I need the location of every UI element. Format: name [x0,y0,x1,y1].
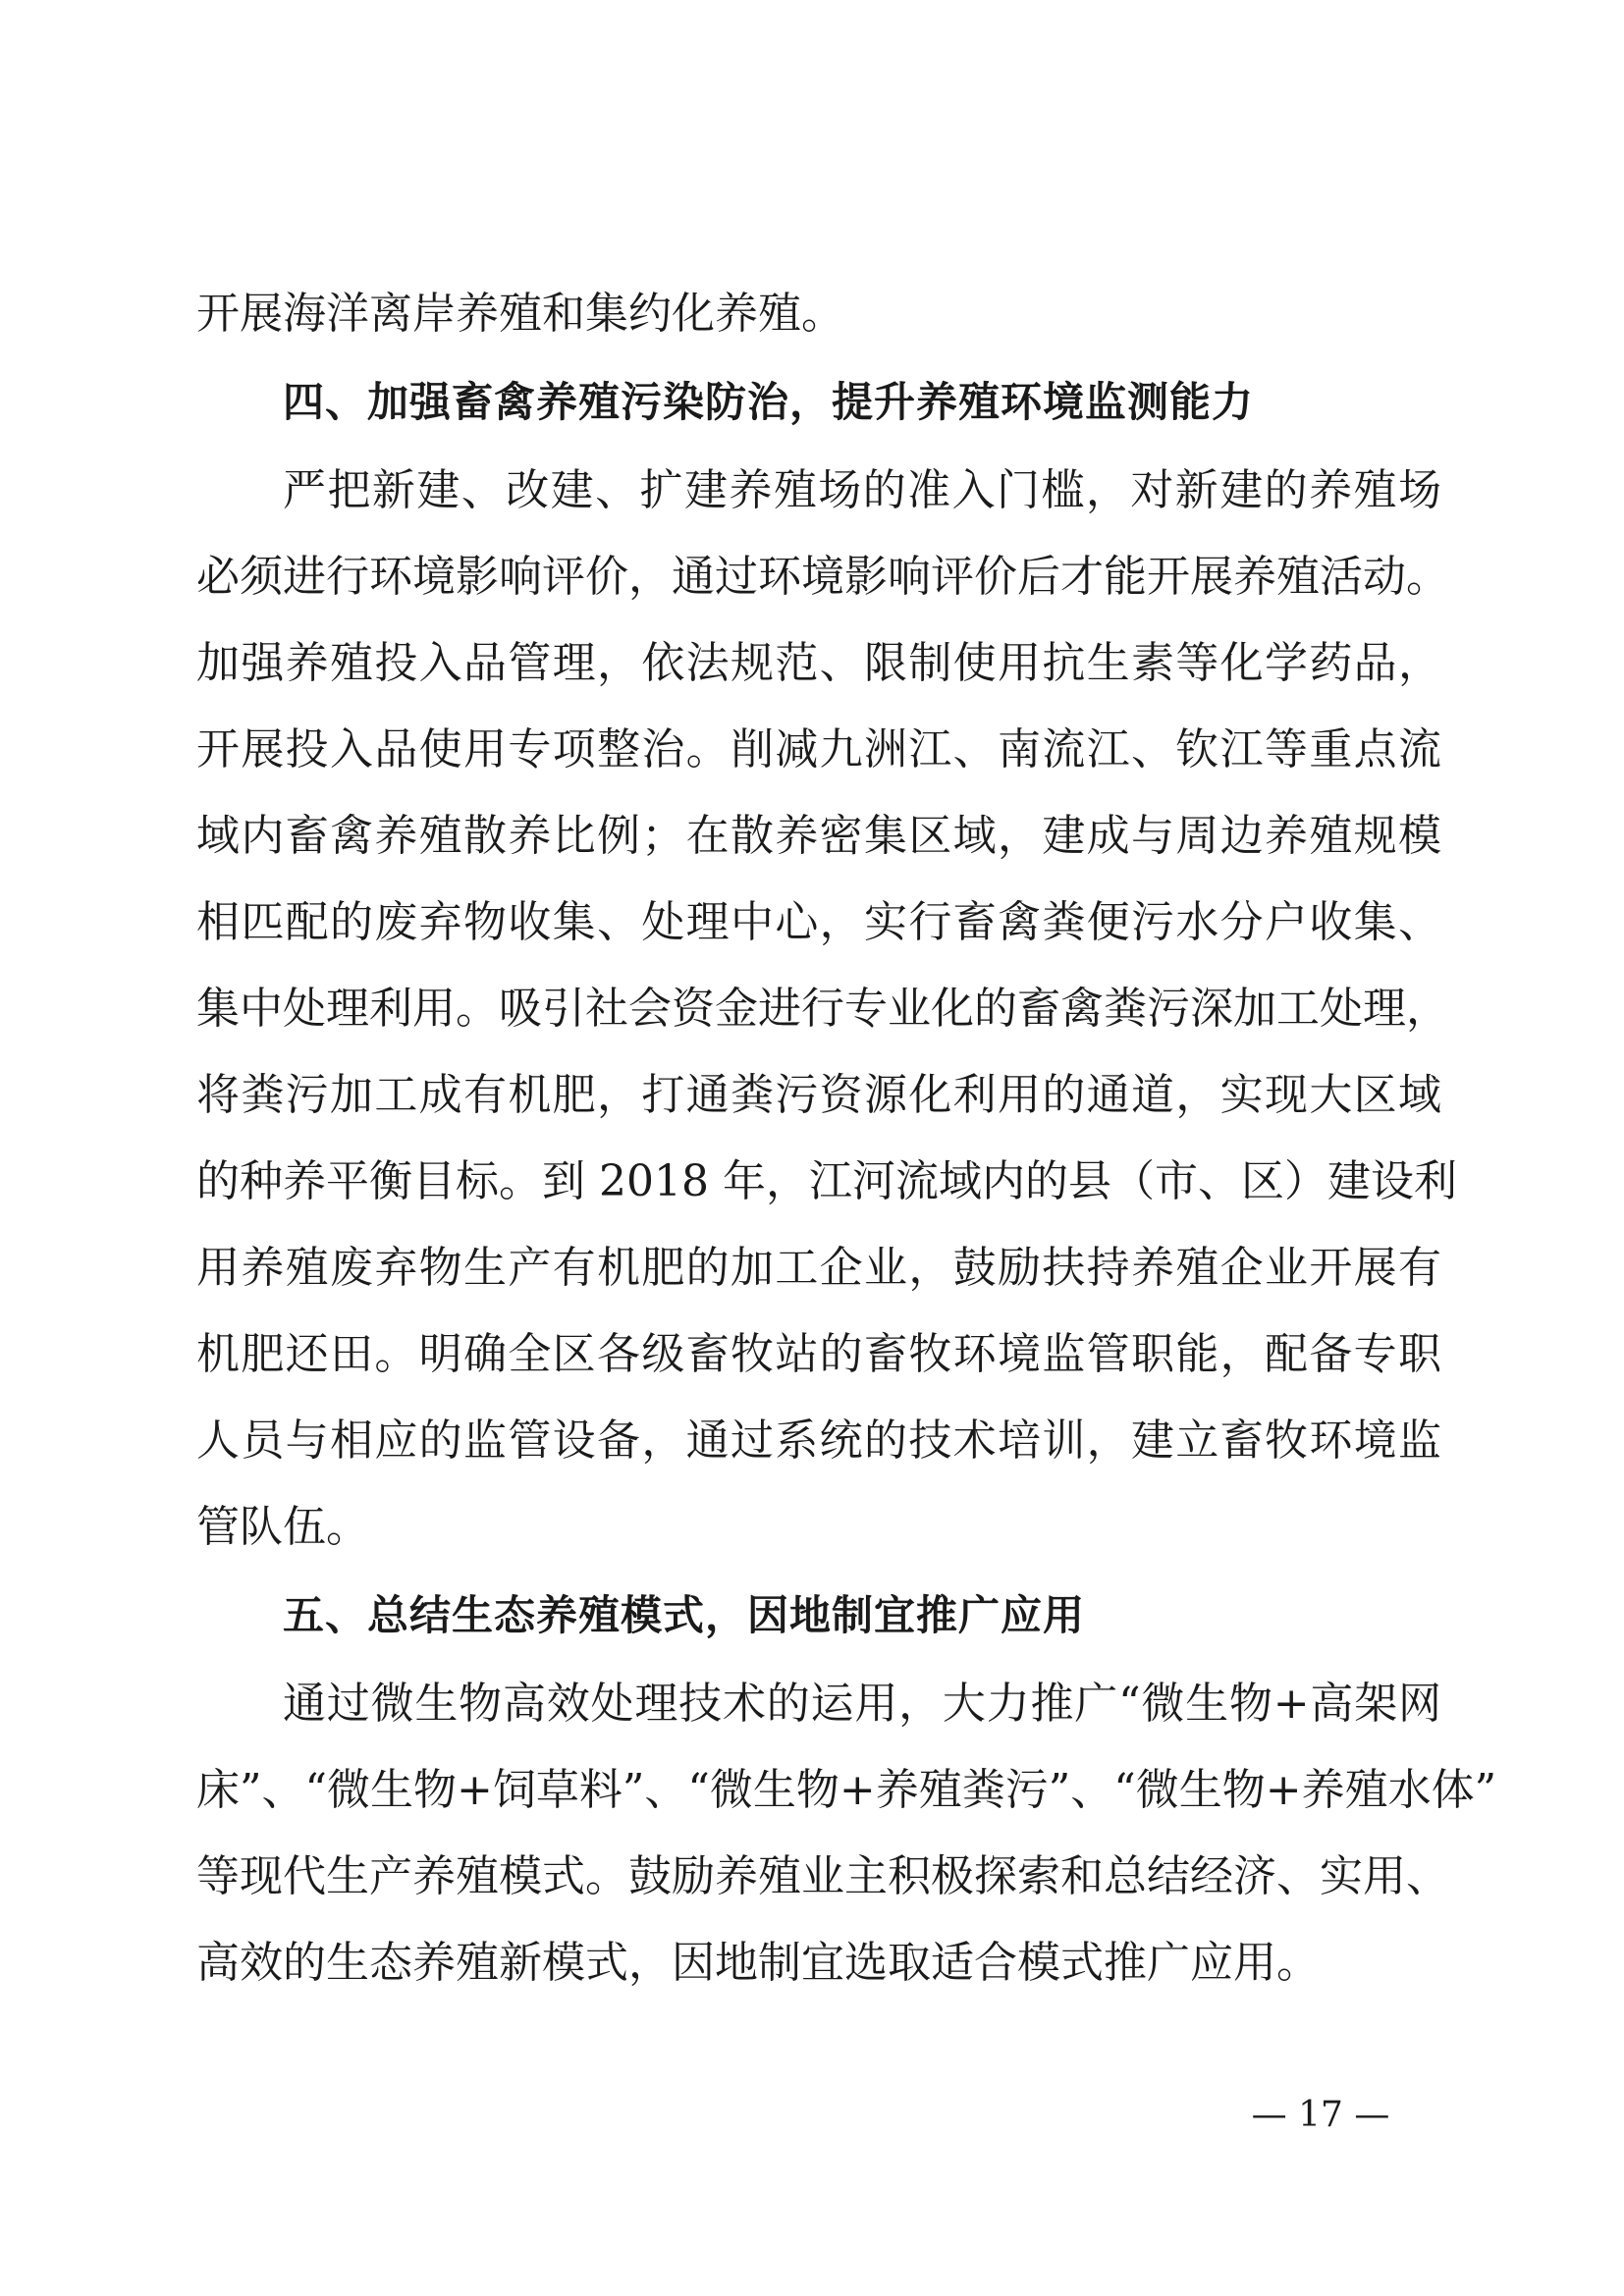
paragraph-line: 开展海洋离岸养殖和集约化养殖。 [196,289,844,339]
paragraph-line: 的种养平衡目标。到 2018 年，江河流域内的县（市、区）建设利 [196,1156,1457,1206]
section-heading: 四、加强畜禽养殖污染防治，提升养殖环境监测能力 [283,378,1255,426]
paragraph-line: 集中处理利用。吸引社会资金进行专业化的畜禽粪污深加工处理， [196,984,1449,1034]
paragraph-line: 床”、“微生物+饲草料”、“微生物+养殖粪污”、“微生物+养殖水体” [196,1765,1497,1815]
paragraph-line: 人员与相应的监管设备，通过系统的技术培训，建立畜牧环境监 [196,1415,1441,1466]
paragraph-line: 将粪污加工成有机肥，打通粪污资源化利用的通道，实现大区域 [196,1070,1441,1120]
paragraph-line: 相匹配的废弃物收集、处理中心，实行畜禽粪便污水分户收集、 [196,897,1441,947]
paragraph-line: 用养殖废弃物生产有机肥的加工企业，鼓励扶持养殖企业开展有 [196,1243,1441,1293]
paragraph-line: 管队伍。 [196,1502,369,1552]
page-number: — 17 — [1251,2095,1390,2135]
paragraph-line: 加强养殖投入品管理，依法规范、限制使用抗生素等化学药品， [196,638,1441,688]
section-heading: 五、总结生态养殖模式，因地制宜推广应用 [283,1591,1086,1639]
paragraph-line: 域内畜禽养殖散养比例；在散养密集区域，建成与周边养殖规模 [196,811,1441,861]
paragraph-line: 必须进行环境影响评价，通过环境影响评价后才能开展养殖活动。 [196,552,1449,602]
paragraph-line: 高效的生态养殖新模式，因地制宜选取适合模式推广应用。 [196,1938,1320,1988]
paragraph-line: 开展投入品使用专项整治。削减九洲江、南流江、钦江等重点流 [196,724,1441,774]
paragraph-line: 等现代生产养殖模式。鼓励养殖业主积极探索和总结经济、实用、 [196,1851,1449,1901]
paragraph-line: 机肥还田。明确全区各级畜牧站的畜牧环境监管职能，配备专职 [196,1329,1441,1379]
paragraph-line: 严把新建、改建、扩建养殖场的准入门槛，对新建的养殖场 [283,465,1441,515]
paragraph-line: 通过微生物高效处理技术的运用，大力推广“微生物+高架网 [283,1679,1441,1729]
